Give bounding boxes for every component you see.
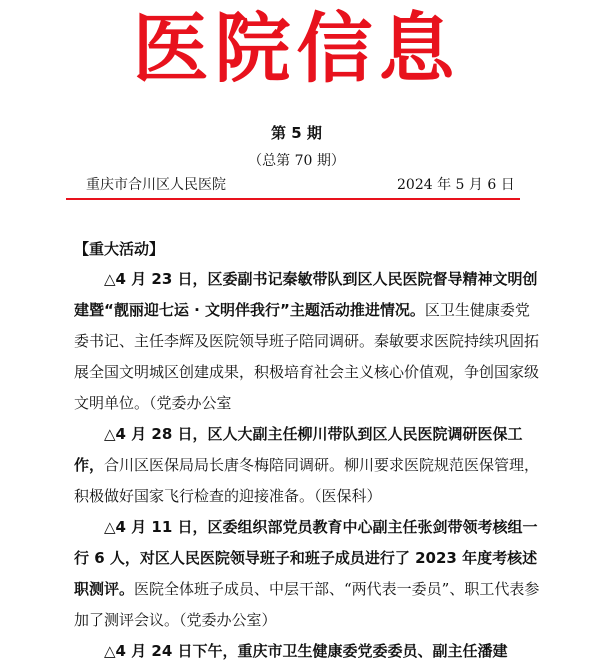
news-item (74, 636, 544, 667)
news-item-lead: △4 月 11 日，区委组织部党员教育中心副主任张剑带领考核组一行 6 人，对区人民医院领导班子和班子成员进行了 2023 年度考核述职测评。 (74, 518, 538, 598)
section-heading: 【重大活动】 (74, 240, 165, 258)
masthead-title: 医院信息 (132, 4, 461, 93)
red-divider (66, 198, 520, 200)
news-item (74, 512, 544, 636)
organization-name: 重庆市合川区人民医院 (86, 177, 226, 193)
news-item-text: 医院全体班子成员、中层干部、“两代表一委员”、职工代表参加了测评会议。（党委办公室） (74, 580, 540, 629)
news-item-lead: △4 月 28 日，区人大副主任柳川带队到区人民医院调研医保工作， (74, 425, 523, 474)
article-body (74, 234, 544, 667)
news-item (74, 419, 544, 512)
issue-number: 第 5 期 (271, 124, 322, 142)
total-issue-number: （总第 70 期） (248, 153, 345, 169)
news-item (74, 264, 544, 419)
news-item-lead: △4 月 23 日，区委副书记秦敏带队到区人民医院督导精神文明创建暨“靓丽迎七运 · 文明伴我行”主题活动推进情况。 (74, 270, 538, 319)
news-item-lead: △4 月 24 日下午，重庆市卫生健康委党委委员、副主任潘建 (104, 642, 508, 660)
publish-date: 2024 年 5 月 6 日 (397, 177, 515, 193)
news-item-text: 合川区医保局局长唐冬梅陪同调研。柳川要求医院规范医保管理，积极做好国家飞行检查的迎接准备。（医保科） (74, 456, 540, 505)
news-item-text: 区卫生健康委党委书记、主任李辉及医院领导班子陪同调研。秦敏要求医院持续巩固拓展全国文明城区创建成果，积极培育社会主义核心价值观，争创国家级文明单位。（党委办公室 (74, 301, 540, 412)
